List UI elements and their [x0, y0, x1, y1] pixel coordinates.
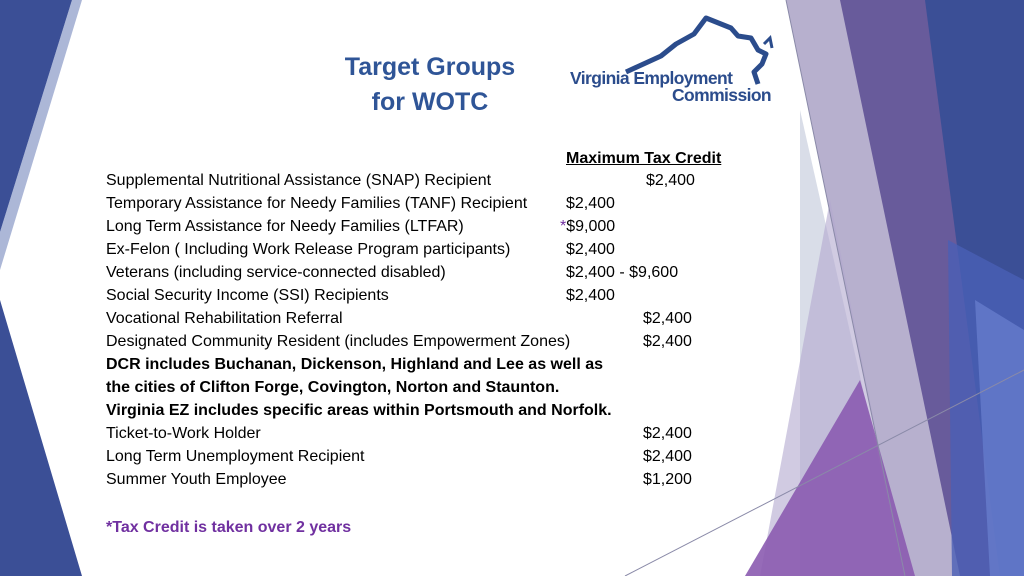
row-label: Ex-Felon ( Including Work Release Program participants)	[106, 241, 511, 258]
row-value	[643, 310, 692, 328]
row-value	[643, 333, 692, 351]
row-label: DCR includes Buchanan, Dickenson, Highland and Lee as well as	[106, 356, 604, 373]
title-line-2: for WOTC	[371, 88, 489, 116]
row-label: Social Security Income (SSI) Recipients	[106, 287, 389, 304]
row-value-text: $2,400	[566, 195, 615, 212]
row-label: Long Term Unemployment Recipient	[106, 448, 365, 465]
page-title	[330, 50, 530, 120]
row-value	[643, 425, 692, 443]
row-value	[643, 471, 692, 489]
row-value-text: $2,400	[643, 310, 692, 327]
footnote: *Tax Credit is taken over 2 years	[106, 519, 352, 536]
row-value-text: $2,400	[566, 287, 615, 304]
column-header-max-credit: Maximum Tax Credit	[566, 150, 722, 167]
asterisk-marker: *	[560, 218, 567, 235]
row-label: Veterans (including service-connected disabled)	[106, 264, 446, 281]
row-value-text: $2,400	[643, 425, 692, 442]
row-label: the cities of Clifton Forge, Covington, Norton and Staunton.	[106, 379, 560, 396]
row-value	[566, 195, 615, 213]
row-label: Long Term Assistance for Needy Families (LTFAR)	[106, 218, 464, 235]
row-label: Temporary Assistance for Needy Families (TANF) Recipient	[106, 195, 528, 212]
row-label: Designated Community Resident (includes Empowerment Zones)	[106, 333, 571, 350]
title-line-1: Target Groups	[344, 53, 516, 81]
row-value	[566, 241, 615, 259]
logo-text-line-1: Virginia Employment	[570, 68, 733, 88]
row-value	[560, 218, 615, 236]
row-value-text: $2,400 - $9,600	[566, 264, 679, 281]
row-value-text: $2,400	[643, 333, 692, 350]
row-label: Vocational Rehabilitation Referral	[106, 310, 343, 327]
row-value-text: $1,200	[643, 471, 692, 488]
row-value	[566, 287, 615, 305]
row-label: Virginia EZ includes specific areas within Portsmouth and Norfolk.	[106, 402, 612, 419]
row-value	[566, 264, 678, 282]
row-value	[646, 172, 695, 190]
row-value-text: $9,000	[566, 218, 616, 235]
logo-text-line-2: Commission	[672, 85, 772, 105]
row-value-text: $2,400	[566, 241, 615, 258]
row-value-text: $2,400	[643, 448, 692, 465]
row-value-text: $2,400	[646, 172, 695, 189]
row-label: Supplemental Nutritional Assistance (SNAP) Recipient	[106, 172, 492, 189]
row-label: Summer Youth Employee	[106, 471, 287, 488]
vec-logo	[566, 14, 776, 106]
row-value	[643, 448, 692, 466]
row-label: Ticket-to-Work Holder	[106, 425, 261, 442]
